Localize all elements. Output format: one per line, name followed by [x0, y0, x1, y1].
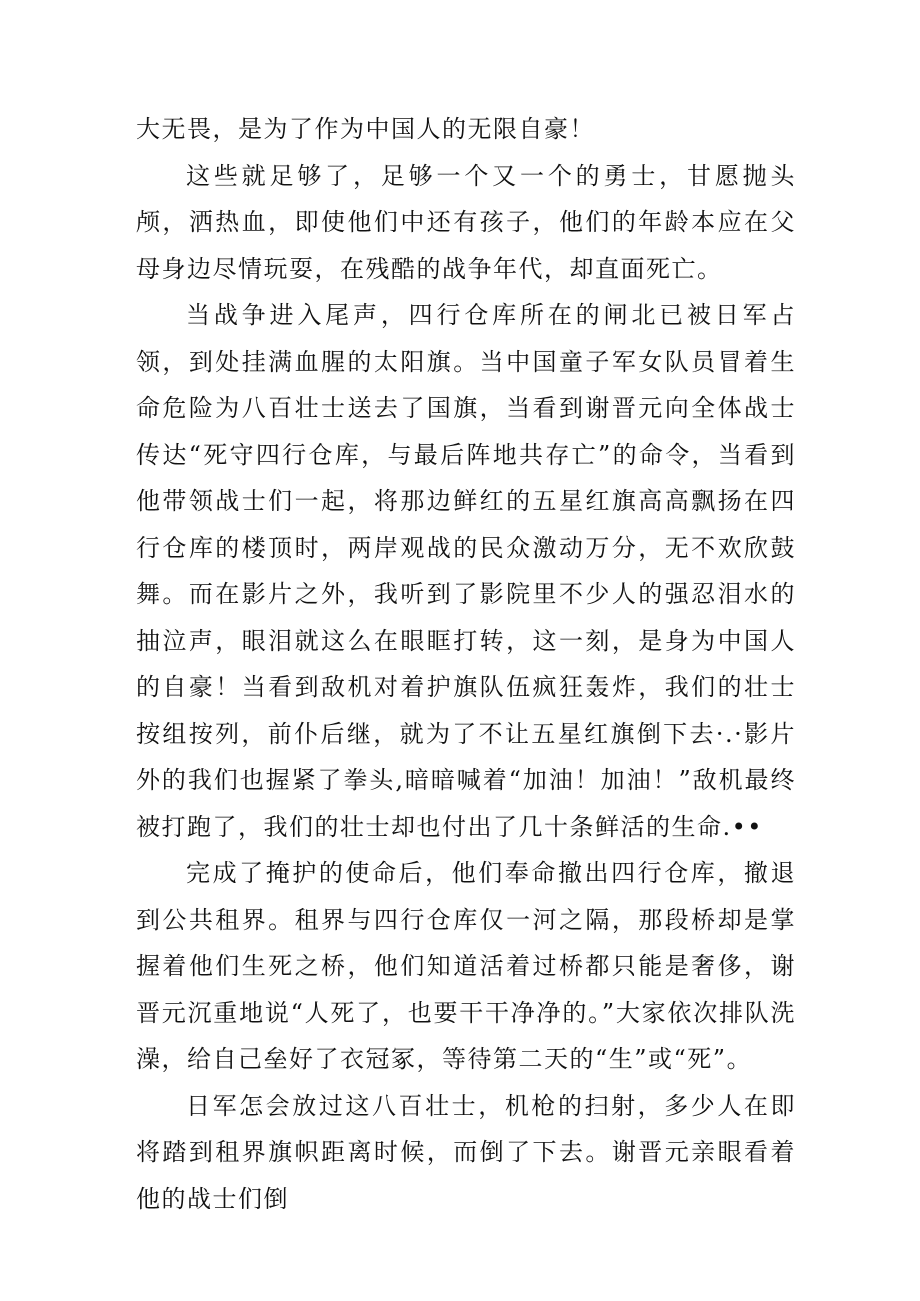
article-body	[136, 106, 796, 1222]
paragraph-3: 当战争进入尾声，四行仓库所在的闸北已被日军占领，到处挂满血腥的太阳旗。当中国童子军女队员冒着生命危险为八百壮士送去了国旗，当看到谢晋元向全体战士传达“死守四行仓库，与最后阵地共存亡”的命令，当看到他带领战士们一起，将那边鲜红的五星红旗高高飘扬在四行仓库的楼顶时，两岸观战的民众激动万分，无不欢欣鼓舞。而在影片之外，我听到了影院里不少人的强忍泪水的抽泣声，眼泪就这么在眼眶打转，这一刻，是身为中国人的自豪！当看到敌机对着护旗队伍疯狂轰炸，我们的壮士按组按列，前仆后继，就为了不让五星红旗倒下去·.·影片外的我们也握紧了拳头,暗暗喊着“加油！加油！”敌机最终被打跑了，我们的壮士却也付出了几十条鲜活的生命.••	[136, 301, 796, 841]
paragraph-4: 完成了掩护的使命后，他们奉命撤出四行仓库，撤退到公共租界。租界与四行仓库仅一河之隔，那段桥却是掌握着他们生死之桥，他们知道活着过桥都只能是奢侈，谢晋元沉重地说“人死了，也要干干净净的。”大家依次排队洗澡，给自己垒好了衣冠冢，等待第二天的“生”或“死”。	[136, 859, 796, 1073]
paragraph-2: 这些就足够了，足够一个又一个的勇士，甘愿抛头颅，洒热血，即使他们中还有孩子，他们的年龄本应在父母身边尽情玩耍，在残酷的战争年代，却直面死亡。	[136, 161, 796, 283]
paragraph-1: 大无畏，是为了作为中国人的无限自豪！	[136, 115, 595, 143]
paragraph-5: 日军怎会放过这八百壮士，机枪的扫射，多少人在即将踏到租界旗帜距离时候，而倒了下去。谢晋元亲眼看着他的战士们倒	[136, 1091, 796, 1213]
